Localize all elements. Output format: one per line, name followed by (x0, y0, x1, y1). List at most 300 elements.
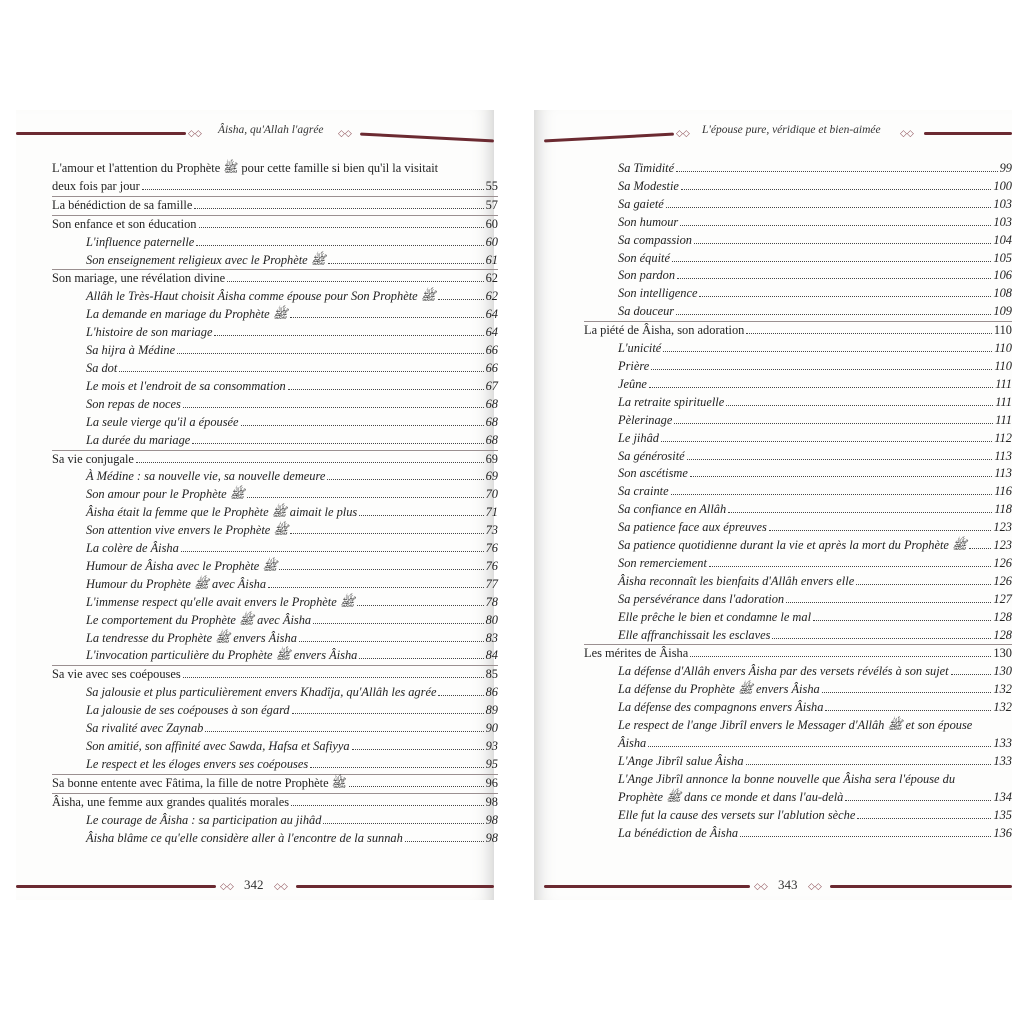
toc-page-number: 93 (485, 739, 498, 753)
dot-leader (357, 605, 484, 606)
toc-subsection-entry (584, 609, 1012, 627)
running-head: L'épouse pure, véridique et bien-aimée (702, 124, 881, 136)
dot-leader (279, 569, 483, 570)
toc-subsection-entry (584, 555, 1012, 573)
toc-subsection-entry (584, 448, 1012, 466)
toc-entry-title: Sa patience face aux épreuves (618, 520, 767, 535)
toc-entry-title: Sa bonne entente avec Fâtima, la fille de notre Prophète ﷺ (52, 775, 347, 790)
toc-entry-title: Le mois et l'endroit de sa consommation (86, 378, 286, 393)
toc-subsection-entry (52, 756, 498, 774)
toc-subsection-entry (52, 378, 498, 396)
toc-page-number: 96 (485, 775, 498, 790)
toc-subsection-entry (584, 753, 1012, 771)
toc-page-number: 110 (994, 358, 1012, 373)
toc-subsection-entry (584, 699, 1012, 717)
toc-entry-title: Son intelligence (618, 286, 698, 301)
toc-subsection-entry (52, 396, 498, 414)
dot-leader (288, 389, 484, 390)
toc-subsection-entry (584, 358, 1012, 376)
toc-section-entry (52, 665, 498, 684)
toc-entry-title: Les mérites de Âisha (584, 646, 689, 661)
toc-entry-title: Elle fut la cause des versets sur l'ablution sèche (618, 807, 856, 822)
toc-page-number: 132 (993, 682, 1012, 697)
toc-entry-title: L'invocation particulière du Prophète ﷺ envers Âisha (86, 648, 358, 663)
toc-subsection-entry (52, 630, 498, 648)
toc-subsection-entry (52, 486, 498, 504)
toc-entry-title: Sa générosité (618, 448, 685, 463)
dot-leader (857, 818, 991, 819)
toc-entry-title: Son enseignement religieux avec le Prophète ﷺ (86, 252, 326, 267)
right-page-footer (534, 878, 1012, 894)
dot-leader (856, 584, 991, 585)
toc-page-number: 71 (485, 505, 498, 520)
toc-section-entry (52, 793, 498, 812)
dot-leader (687, 459, 993, 460)
toc-subsection-entry (52, 812, 498, 830)
toc-subsection-entry (52, 252, 498, 270)
dot-leader (681, 189, 991, 190)
toc-page-number: 98 (485, 812, 498, 827)
toc-subsection-entry (52, 720, 498, 738)
dot-leader (359, 658, 483, 659)
toc-subsection-entry (584, 412, 1012, 430)
left-page-footer (16, 878, 494, 894)
toc-entry-title: Le jihâd (618, 430, 659, 445)
toc-page-number: 100 (993, 178, 1012, 193)
dot-leader (142, 189, 484, 190)
toc-subsection-entry (584, 771, 1012, 807)
dot-leader (299, 641, 484, 642)
ornament-icon: ◇◇ (220, 881, 234, 891)
dot-leader (969, 548, 991, 549)
dot-leader (649, 387, 993, 388)
toc-entry-title-line: L'Ange Jibrîl annonce la bonne nouvelle que Âisha sera l'épouse du (618, 771, 956, 786)
toc-page-number: 68 (485, 396, 498, 411)
toc-page-number: 128 (993, 627, 1012, 642)
ornament-icon: ◇◇ (188, 128, 202, 138)
toc-entry-title: Jeûne (618, 376, 647, 391)
toc-entry-title: Prophète ﷺ dans ce monde et dans l'au-delà (618, 789, 844, 804)
toc-subsection-entry (52, 684, 498, 702)
toc-entry-title: Son enfance et son éducation (52, 216, 197, 231)
toc-entry-title: La jalousie de ses coépouses à son égard (86, 703, 290, 718)
dot-leader (951, 674, 992, 675)
toc-entry-title: Son ascétisme (618, 466, 688, 481)
toc-page-number: 126 (993, 555, 1012, 570)
dot-leader (292, 713, 484, 714)
toc-page-number: 134 (993, 789, 1012, 804)
dot-leader (772, 638, 991, 639)
toc-entry-title: Son repas de noces (86, 396, 181, 411)
toc-page-number: 111 (995, 394, 1012, 409)
toc-subsection-entry (52, 504, 498, 522)
dot-leader (227, 281, 484, 282)
toc-subsection-entry (584, 178, 1012, 196)
dot-leader (666, 207, 992, 208)
toc-page-number: 61 (485, 252, 498, 267)
ornament-icon: ◇◇ (900, 128, 914, 138)
toc-entry-title: Son remerciement (618, 555, 707, 570)
toc-entry-title: À Médine : sa nouvelle vie, sa nouvelle demeure (86, 469, 326, 484)
toc-subsection-entry (584, 537, 1012, 555)
toc-subsection-entry (52, 432, 498, 450)
toc-page-number: 135 (993, 807, 1012, 822)
dot-leader (438, 299, 484, 300)
toc-subsection-entry (584, 501, 1012, 519)
toc-subsection-entry (584, 627, 1012, 645)
toc-page-number: 130 (993, 664, 1012, 679)
toc-entry-title: Sa patience quotidienne durant la vie et après la mort du Prophète ﷺ (618, 538, 967, 553)
toc-page-number: 60 (485, 234, 498, 249)
toc-page-number: 76 (485, 541, 498, 556)
footer-rule (830, 885, 1012, 888)
dot-leader (328, 263, 484, 264)
toc-page-number: 133 (993, 736, 1012, 750)
toc-entry-title: Son attention vive envers le Prophète ﷺ (86, 523, 289, 538)
toc-entry-title: La colère de Âisha (86, 541, 179, 556)
toc-page-number: 68 (485, 432, 498, 447)
toc-entry-title: Sa crainte (618, 484, 669, 499)
toc-page-number: 62 (485, 289, 498, 304)
ornament-icon: ◇◇ (676, 128, 690, 138)
dot-leader (651, 369, 992, 370)
table-of-contents (52, 160, 498, 847)
toc-page-number: 76 (485, 558, 498, 573)
toc-page-number: 69 (485, 451, 498, 466)
toc-entry-title: Sa vie avec ses coépouses (52, 667, 181, 682)
dot-leader (648, 746, 991, 747)
toc-entry-title: Sa vie conjugale (52, 451, 134, 466)
dot-leader (786, 602, 991, 603)
toc-subsection-entry (584, 160, 1012, 178)
toc-page-number: 80 (485, 612, 498, 627)
toc-entry-title: Son mariage, une révélation divine (52, 271, 226, 286)
toc-page-number: 130 (993, 646, 1012, 661)
dot-leader (136, 462, 484, 463)
toc-page-number: 103 (993, 214, 1012, 229)
toc-section-entry (52, 196, 498, 215)
dot-leader (349, 786, 484, 787)
toc-subsection-entry (52, 288, 498, 306)
dot-leader (680, 225, 991, 226)
toc-entry-title: La tendresse du Prophète ﷺ envers Âisha (86, 630, 297, 645)
toc-entry-title: La durée du mariage (86, 432, 191, 447)
toc-page-number: 98 (485, 794, 498, 809)
toc-entry-title: Sa jalousie et plus particulièrement envers Khadîja, qu'Allâh les agrée (86, 685, 437, 700)
toc-subsection-entry (52, 647, 498, 665)
toc-entry-title: Son amitié, son affinité avec Sawda, Hafsa et Safiyya (86, 739, 350, 753)
toc-entry-title: Âisha blâme ce qu'elle considère aller à l'encontre de la sunnah (86, 830, 403, 845)
toc-page-number: 69 (485, 469, 498, 484)
toc-entry-title: La bénédiction de sa famille (52, 197, 193, 212)
toc-subsection-entry (584, 825, 1012, 843)
dot-leader (694, 243, 991, 244)
toc-entry-title: Son équité (618, 250, 670, 265)
toc-entry-title: Le comportement du Prophète ﷺ avec Âisha (86, 612, 312, 627)
dot-leader (845, 800, 991, 801)
toc-entry-title: Le courage de Âisha : sa participation au jihâd (86, 812, 322, 827)
dot-leader (746, 764, 992, 765)
toc-page-number: 70 (485, 487, 498, 502)
toc-page-number: 111 (995, 412, 1012, 427)
toc-subsection-entry (584, 807, 1012, 825)
toc-page-number: 99 (999, 161, 1012, 175)
dot-leader (728, 512, 992, 513)
dot-leader (769, 530, 992, 531)
toc-page-number: 132 (993, 700, 1012, 715)
toc-subsection-entry (584, 285, 1012, 303)
dot-leader (438, 695, 483, 696)
dot-leader (359, 515, 483, 516)
dot-leader (241, 425, 484, 426)
toc-section-entry (52, 160, 498, 196)
toc-subsection-entry (584, 717, 1012, 753)
dot-leader (676, 314, 991, 315)
toc-entry-title: Âisha était la femme que le Prophète ﷺ aimait le plus (86, 505, 358, 520)
toc-entry-title: Âisha (618, 736, 647, 750)
left-page (16, 110, 498, 900)
toc-entry-title: Elle affranchissait les esclaves (618, 627, 771, 642)
toc-entry-title: La défense d'Allâh envers Âisha par des versets révélés à son sujet (618, 664, 949, 679)
toc-section-entry (584, 644, 1012, 663)
ornament-icon: ◇◇ (808, 881, 822, 891)
toc-page-number: 89 (485, 703, 498, 718)
dot-leader (661, 441, 992, 442)
toc-subsection-entry (584, 394, 1012, 412)
header-rule (16, 132, 186, 135)
dot-leader (405, 841, 484, 842)
page-number: 342 (244, 877, 264, 892)
toc-page-number: 64 (485, 307, 498, 322)
toc-entry-title: Sa confiance en Allâh (618, 502, 727, 517)
dot-leader (352, 749, 484, 750)
toc-page-number: 110 (994, 341, 1012, 356)
toc-entry-title: Sa Modestie (618, 178, 679, 193)
dot-leader (196, 245, 483, 246)
toc-entry-title: Humour du Prophète ﷺ avec Âisha (86, 576, 267, 591)
toc-entry-title: Sa dot (86, 360, 118, 375)
dot-leader (674, 423, 993, 424)
toc-page-number: 126 (993, 573, 1012, 588)
table-of-contents (584, 160, 1012, 842)
toc-page-number: 77 (485, 576, 498, 591)
dot-leader (672, 261, 991, 262)
dot-leader (268, 587, 484, 588)
dot-leader (699, 296, 991, 297)
toc-page-number: 103 (993, 196, 1012, 211)
toc-subsection-entry (52, 342, 498, 360)
toc-entry-title: Sa rivalité avec Zaynab (86, 721, 204, 736)
toc-page-number: 111 (995, 376, 1012, 391)
dot-leader (290, 317, 484, 318)
toc-page-number: 133 (993, 753, 1012, 768)
toc-entry-title: La défense du Prophète ﷺ envers Âisha (618, 682, 820, 697)
toc-subsection-entry (52, 360, 498, 378)
dot-leader (709, 566, 992, 567)
toc-subsection-entry (584, 250, 1012, 268)
toc-page-number: 116 (994, 484, 1012, 499)
toc-subsection-entry (52, 612, 498, 630)
toc-subsection-entry (584, 573, 1012, 591)
header-rule (924, 132, 1012, 135)
dot-leader (690, 656, 991, 657)
toc-page-number: 85 (485, 667, 498, 682)
toc-page-number: 112 (994, 430, 1012, 445)
dot-leader (327, 479, 483, 480)
toc-page-number: 136 (993, 825, 1012, 840)
toc-subsection-entry (584, 232, 1012, 250)
toc-entry-title: Âisha reconnaît les bienfaits d'Allâh envers elle (618, 573, 855, 588)
toc-section-entry (584, 321, 1012, 340)
dot-leader (726, 405, 993, 406)
page-number: 343 (778, 877, 798, 892)
toc-page-number: 98 (485, 830, 498, 845)
toc-page-number: 62 (485, 271, 498, 286)
toc-entry-title: Son pardon (618, 268, 676, 283)
toc-page-number: 66 (485, 360, 498, 375)
toc-page-number: 67 (485, 378, 498, 393)
toc-page-number: 90 (485, 721, 498, 736)
right-page (534, 110, 1012, 900)
toc-subsection-entry (584, 196, 1012, 214)
toc-page-number: 64 (485, 325, 498, 340)
toc-subsection-entry (584, 376, 1012, 394)
toc-entry-title: L'influence paternelle (86, 234, 195, 249)
toc-subsection-entry (52, 702, 498, 720)
toc-subsection-entry (584, 483, 1012, 501)
left-page-header (16, 126, 494, 140)
toc-entry-title: La demande en mariage du Prophète ﷺ (86, 307, 288, 322)
dot-leader (290, 533, 483, 534)
dot-leader (214, 335, 483, 336)
toc-subsection-entry (584, 591, 1012, 609)
toc-page-number: 118 (994, 502, 1012, 517)
ornament-icon: ◇◇ (274, 881, 288, 891)
toc-subsection-entry (584, 465, 1012, 483)
toc-page-number: 95 (485, 756, 498, 771)
toc-entry-title: Pèlerinage (618, 412, 673, 427)
dot-leader (690, 476, 992, 477)
toc-entry-title: Le respect et les éloges envers ses coépouses (86, 756, 309, 771)
toc-entry-title: La piété de Âisha, son adoration (584, 323, 745, 338)
toc-entry-title: La bénédiction de Âisha (618, 825, 739, 840)
toc-page-number: 123 (993, 520, 1012, 535)
toc-subsection-entry (52, 522, 498, 540)
toc-page-number: 68 (485, 414, 498, 429)
toc-subsection-entry (52, 306, 498, 324)
toc-page-number: 55 (485, 178, 498, 193)
toc-page-number: 84 (485, 648, 498, 663)
dot-leader (740, 836, 991, 837)
dot-leader (323, 823, 483, 824)
toc-subsection-entry (52, 830, 498, 848)
toc-page-number: 66 (485, 343, 498, 358)
toc-subsection-entry (52, 234, 498, 252)
dot-leader (676, 171, 998, 172)
toc-page-number: 109 (993, 304, 1012, 319)
toc-entry-title: Son humour (618, 214, 679, 229)
dot-leader (183, 677, 484, 678)
toc-entry-title: Allâh le Très-Haut choisit Âisha comme épouse pour Son Prophète ﷺ (86, 289, 436, 304)
toc-page-number: 86 (485, 685, 498, 700)
footer-rule (16, 885, 216, 888)
header-rule (544, 133, 674, 143)
toc-subsection-entry (52, 594, 498, 612)
footer-rule (544, 885, 750, 888)
toc-page-number: 83 (485, 630, 498, 645)
toc-page-number: 113 (994, 448, 1012, 463)
toc-subsection-entry (52, 558, 498, 576)
dot-leader (205, 731, 483, 732)
dot-leader (310, 767, 483, 768)
toc-entry-title: Son amour pour le Prophète ﷺ (86, 487, 245, 502)
dot-leader (183, 407, 484, 408)
toc-subsection-entry (584, 519, 1012, 537)
toc-subsection-entry (52, 738, 498, 756)
toc-section-entry (52, 450, 498, 469)
dot-leader (192, 443, 483, 444)
header-rule (360, 132, 494, 142)
toc-page-number: 60 (485, 216, 498, 231)
ornament-icon: ◇◇ (754, 881, 768, 891)
dot-leader (671, 494, 993, 495)
toc-entry-title-line: L'amour et l'attention du Prophète ﷺ pour cette famille si bien qu'il la visitait (52, 161, 439, 175)
footer-rule (296, 885, 494, 888)
toc-subsection-entry (584, 340, 1012, 358)
toc-entry-title: Sa compassion (618, 232, 692, 247)
dot-leader (194, 208, 483, 209)
dot-leader (181, 551, 484, 552)
dot-leader (199, 227, 484, 228)
dot-leader (177, 353, 483, 354)
toc-subsection-entry (584, 430, 1012, 448)
toc-entry-title: Sa gaieté (618, 196, 664, 211)
toc-entry-title-line: Le respect de l'ange Jibrîl envers le Messager d'Allâh ﷺ et son épouse (618, 718, 973, 733)
toc-entry-title: Humour de Âisha avec le Prophète ﷺ (86, 558, 278, 573)
toc-subsection-entry (52, 414, 498, 432)
toc-page-number: 73 (485, 523, 498, 538)
toc-entry-title: deux fois par jour (52, 178, 140, 193)
toc-entry-title: Sa hijra à Médine (86, 343, 176, 358)
toc-subsection-entry (584, 267, 1012, 285)
toc-page-number: 106 (993, 268, 1012, 283)
toc-subsection-entry (584, 214, 1012, 232)
toc-page-number: 110 (993, 323, 1012, 338)
toc-entry-title: La défense des compagnons envers Âisha (618, 700, 824, 715)
toc-page-number: 105 (993, 250, 1012, 265)
running-head: Âisha, qu'Allah l'agrée (218, 124, 324, 136)
toc-entry-title: Sa Timidité (618, 161, 675, 175)
dot-leader (813, 620, 991, 621)
toc-section-entry (52, 774, 498, 793)
toc-subsection-entry (584, 303, 1012, 321)
right-page-header (534, 126, 1012, 140)
toc-section-entry (52, 269, 498, 288)
dot-leader (119, 371, 483, 372)
toc-page-number: 113 (994, 466, 1012, 481)
toc-subsection-entry (52, 576, 498, 594)
toc-entry-title: L'immense respect qu'elle avait envers le Prophète ﷺ (86, 594, 355, 609)
toc-entry-title: Elle prêche le bien et condamne le mal (618, 609, 812, 624)
dot-leader (825, 710, 991, 711)
toc-entry-title: La seule vierge qu'il a épousée (86, 414, 239, 429)
dot-leader (822, 692, 992, 693)
toc-entry-title: Sa persévérance dans l'adoration (618, 591, 785, 606)
dot-leader (313, 623, 484, 624)
toc-subsection-entry (52, 324, 498, 342)
toc-entry-title: L'histoire de son mariage (86, 325, 213, 340)
dot-leader (247, 497, 484, 498)
